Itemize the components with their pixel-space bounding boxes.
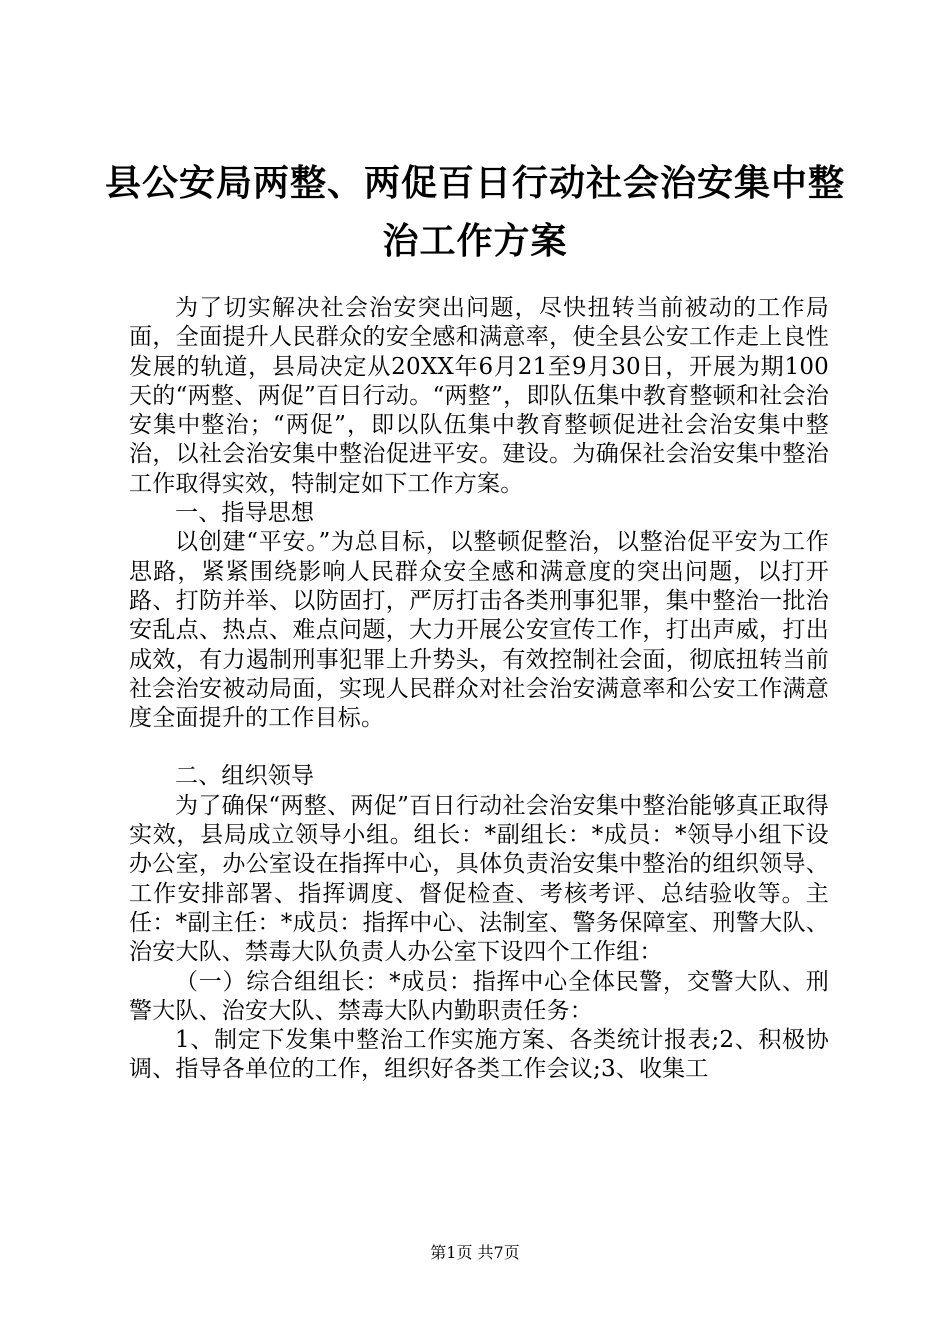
document-title-line-2: 治工作方案 <box>382 220 568 262</box>
section-heading-guiding-thought: 一、指导思想 <box>175 500 315 527</box>
section-heading-organization: 二、组织领导 <box>175 763 315 790</box>
guiding-thought-paragraph: 以创建“平安。”为总目标，以整顿促整治，以整治促平安为工作思路，紧紧围绕影响人民群众安全感和满意度的突出问题，以打开路、打防并举、以防固打，严厉打击各类刑事犯罪，集中整治一批治安乱点、热点、难点问题，大力开展公安宣传工作，打出声威，打出成效，有力遏制刑事犯罪上升势头，有效控制社会面，彻底扭转当前社会治安被动局面，实现人民群众对社会治安满意率和公安工作满意度全面提升的工作目标。 <box>129 529 829 732</box>
organization-paragraph: 为了确保“两整、两促”百日行动社会治安集中整治能够真正取得实效，县局成立领导小组。组长：*副组长：*成员：*领导小组下设办公室，办公室设在指挥中心，具体负责治安集中整治的组织领导、工作安排部署、指挥调度、督促检查、考核考评、总结验收等。主任：*副主任：*成员：指挥中心、法制室、警务保障室、刑警大队、治安大队、禁毒大队负责人办公室下设四个工作组： <box>129 792 829 966</box>
section-spacer <box>129 733 829 762</box>
comprehensive-group-paragraph: （一）综合组组长：*成员：指挥中心全体民警，交警大队、刑警大队、治安大队、禁毒大队内勤职责任务： <box>129 968 829 1024</box>
document-title-line-1: 县公安局两整、两促百日行动社会治安集中整 <box>104 162 845 204</box>
page-number-footer: 第1页 共7页 <box>430 1243 520 1262</box>
document-body <box>129 294 829 1085</box>
intro-paragraph: 为了切实解决社会治安突出问题，尽快扭转当前被动的工作局面，全面提升人民群众的安全感和满意率，使全县公安工作走上良性发展的轨道，县局决定从20XX年6月21至9月30日，开展为期100天的“两整、两促”百日行动。“两整”，即队伍集中教育整顿和社会治安集中整治；“两促”，即以队伍集中教育整顿促进社会治安集中整治，以社会治安集中整治促进平安。建设。为确保社会治安集中整治工作取得实效，特制定如下工作方案。 <box>129 295 829 497</box>
duties-paragraph: 1、制定下发集中整治工作实施方案、各类统计报表;2、积极协调、指导各单位的工作，组织好各类工作会议;3、收集工 <box>129 1027 829 1083</box>
